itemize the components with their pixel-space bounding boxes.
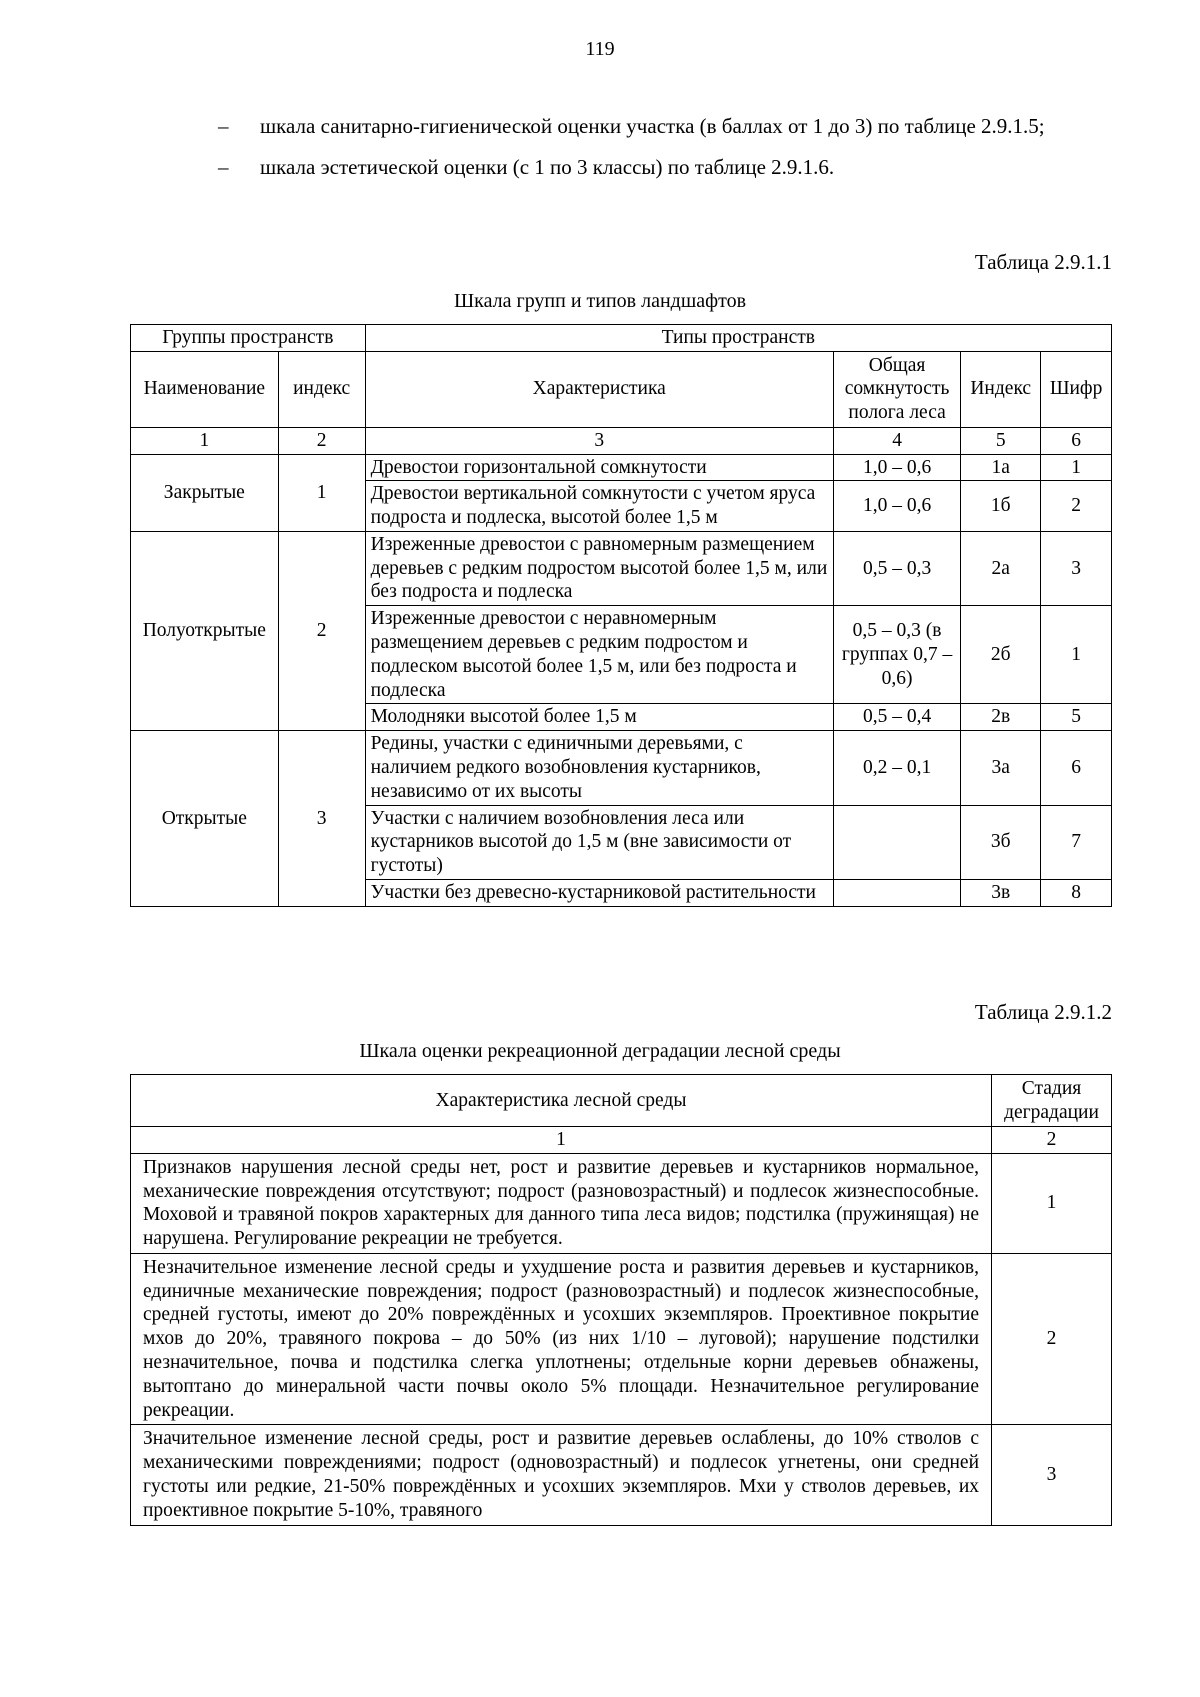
group-name: Полуоткрытые (131, 531, 279, 730)
landscape-types-table (130, 324, 1112, 907)
row-code: 3 (1041, 531, 1112, 605)
forest-description: Значительное изменение лесной среды, рост и развитие деревьев ослаблены, до 10% стволов с механическими повреждениями; подрост (одновозрастный) и подлесок угнетены, они средней густоты или редкие, 21-50% повреждённых и усохших экземпляров. Мхи у стволов деревьев, их проективное покрытие 5-10%, травяного (131, 1425, 992, 1525)
table-row (131, 454, 1112, 481)
row-index: 2в (961, 704, 1041, 731)
row-code: 1 (1041, 454, 1112, 481)
column-number: 6 (1041, 427, 1112, 454)
column-number: 2 (992, 1127, 1112, 1154)
group-name: Закрытые (131, 454, 279, 531)
row-characteristic: Изреженные древостои с равномерным размещением деревьев с редким подростом высотой более 1,5 м, или без подроста и подлеска (365, 531, 833, 605)
bullet-list (218, 110, 1112, 191)
row-index: 3а (961, 731, 1041, 805)
row-characteristic: Древостои горизонтальной сомкнутости (365, 454, 833, 481)
header-closure: Общая сомкнутость полога леса (833, 351, 960, 427)
row-characteristic: Редины, участки с единичными деревьями, с наличием редкого возобновления кустарников, независимо от их высоты (365, 731, 833, 805)
row-code: 1 (1041, 606, 1112, 704)
row-characteristic: Изреженные древостои с неравномерным размещением деревьев с редким подростом и подлеском высотой более 1,5 м, или без подроста и подлеска (365, 606, 833, 704)
group-index: 1 (278, 454, 365, 531)
bullet-text: шкала эстетической оценки (с 1 по 3 классы) по таблице 2.9.1.6. (260, 154, 835, 179)
table-row (131, 531, 1112, 605)
table2-title: Шкала оценки рекреационной деградации лесной среды (359, 1040, 841, 1062)
degradation-table (130, 1074, 1112, 1526)
row-closure: 0,2 – 0,1 (833, 731, 960, 805)
row-closure: 1,0 – 0,6 (833, 481, 960, 532)
row-closure (833, 805, 960, 879)
header-types: Типы пространств (365, 325, 1111, 352)
degradation-stage: 1 (992, 1153, 1112, 1253)
table2-label: Таблица 2.9.1.2 (974, 1000, 1112, 1024)
dash-marker: – (218, 114, 229, 138)
header-index: индекс (278, 351, 365, 427)
table1-title: Шкала групп и типов ландшафтов (453, 290, 747, 312)
group-index: 3 (278, 731, 365, 906)
bullet-text: шкала санитарно-гигиенической оценки участка (в баллах от 1 до 3) по таблице 2.9.1.5; (260, 114, 1045, 138)
group-index: 2 (278, 531, 365, 730)
group-name: Открытые (131, 731, 279, 906)
column-number: 2 (278, 427, 365, 454)
row-closure: 0,5 – 0,3 (в группах 0,7 – 0,6) (833, 606, 960, 704)
row-index: 2а (961, 531, 1041, 605)
row-index: 2б (961, 606, 1041, 704)
row-closure: 0,5 – 0,3 (833, 531, 960, 605)
header-index2: Индекс (961, 351, 1041, 427)
page-number: 119 (585, 38, 615, 60)
row-index: 3б (961, 805, 1041, 879)
forest-description: Признаков нарушения лесной среды нет, рост и развитие деревьев и кустарников нормальное, механические повреждения отсутствуют; подрост (разновозрастный) и подлесок жизнеспособные. Моховой и травяной покров характерных для данного типа леса видов; подстилка (пружинящая) не нарушена. Регулирование рекреации не требуется. (131, 1153, 992, 1253)
column-number: 4 (833, 427, 960, 454)
row-code: 5 (1041, 704, 1112, 731)
column-number: 5 (961, 427, 1041, 454)
header-name: Наименование (131, 351, 279, 427)
forest-description: Незначительное изменение лесной среды и ухудшение роста и развития деревьев и кустарников, единичные механические повреждения; подрост (разновозрастный) и подлесок жизнеспособные, средней густоты, имеют до 20% повреждённых и усохших экземпляров. Проективное покрытие мхов до 20%, травяного покрова – до 50% (из них 1/10 – луговой); нарушение подстилки незначительное, почва и подстилка слегка уплотнены; отдельные корни деревьев обнажены, вытоптано до минеральной части почвы около 5% площади. Незначительное регулирование рекреации. (131, 1253, 992, 1424)
row-closure (833, 879, 960, 906)
header-code: Шифр (1041, 351, 1112, 427)
bullet-item (218, 151, 1112, 184)
dash-marker: – (218, 154, 229, 179)
row-code: 2 (1041, 481, 1112, 532)
degradation-stage: 3 (992, 1425, 1112, 1525)
row-characteristic: Участки с наличием возобновления леса или кустарников высотой до 1,5 м (вне зависимости от густоты) (365, 805, 833, 879)
row-index: 1б (961, 481, 1041, 532)
table-row (131, 1425, 1112, 1525)
row-characteristic: Древостои вертикальной сомкнутости с учетом яруса подроста и подлеска, высотой более 1,5 м (365, 481, 833, 532)
column-number: 1 (131, 427, 279, 454)
header-characteristic: Характеристика (365, 351, 833, 427)
row-code: 6 (1041, 731, 1112, 805)
row-closure: 1,0 – 0,6 (833, 454, 960, 481)
table-row (131, 1253, 1112, 1424)
row-index: 3в (961, 879, 1041, 906)
row-code: 7 (1041, 805, 1112, 879)
row-characteristic: Молодняки высотой более 1,5 м (365, 704, 833, 731)
table1-label: Таблица 2.9.1.1 (974, 250, 1112, 274)
header-degradation-stage: Стадия деградации (992, 1075, 1112, 1127)
degradation-stage: 2 (992, 1253, 1112, 1424)
row-code: 8 (1041, 879, 1112, 906)
row-characteristic: Участки без древесно-кустарниковой растительности (365, 879, 833, 906)
header-forest-characteristic: Характеристика лесной среды (131, 1075, 992, 1127)
column-number: 1 (131, 1127, 992, 1154)
row-index: 1а (961, 454, 1041, 481)
column-number: 3 (365, 427, 833, 454)
row-closure: 0,5 – 0,4 (833, 704, 960, 731)
bullet-item (218, 110, 1112, 143)
header-groups: Группы пространств (131, 325, 366, 352)
table-row (131, 1153, 1112, 1253)
table-row (131, 731, 1112, 805)
